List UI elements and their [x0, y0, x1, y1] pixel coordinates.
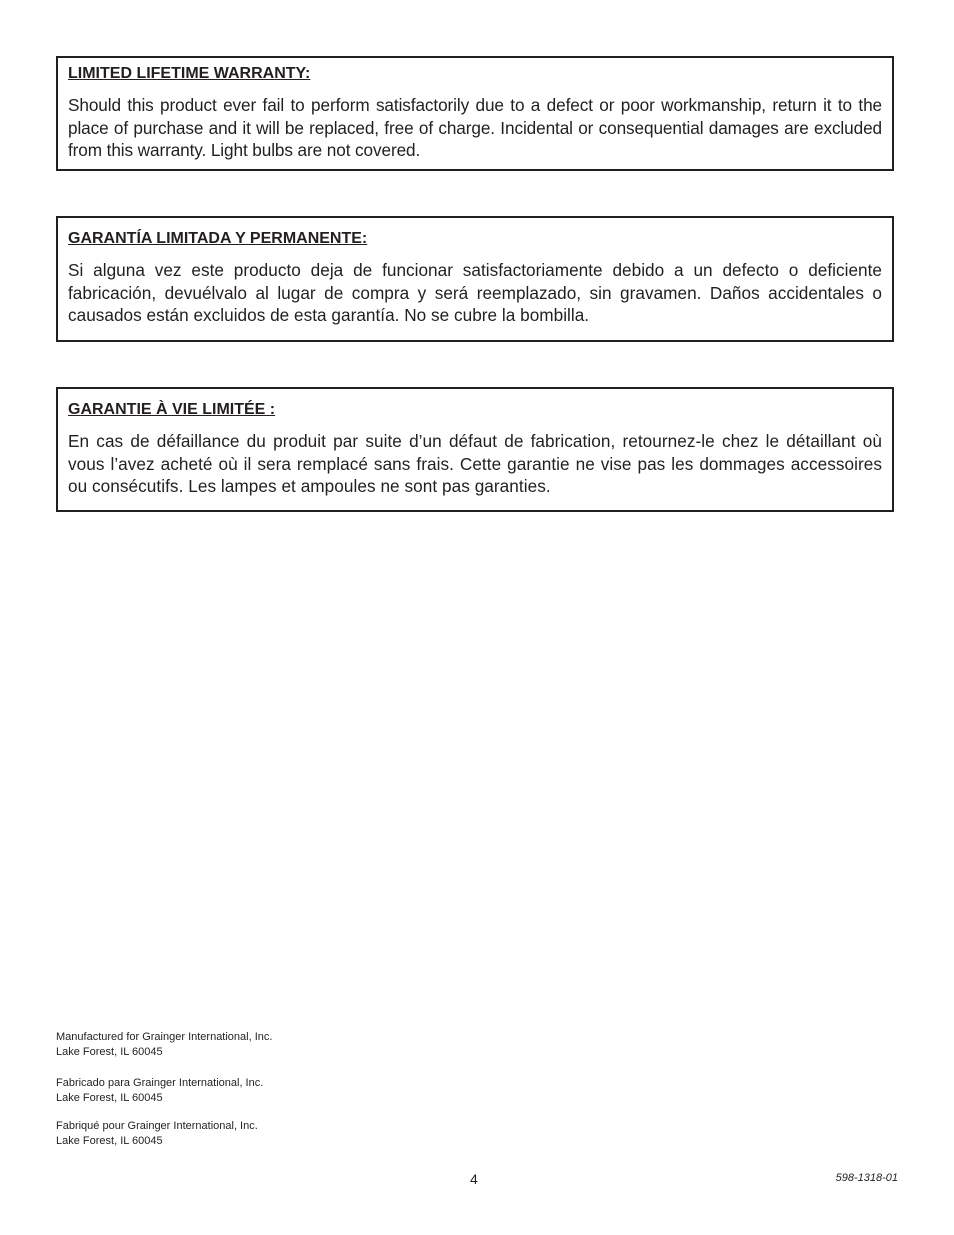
manufacturer-address-spanish: Lake Forest, IL 60045: [56, 1091, 163, 1104]
document-code: 598-1318-01: [835, 1172, 898, 1184]
manufacturer-name-english: Manufactured for Grainger International, Inc.: [56, 1031, 273, 1043]
warranty-heading-spanish: GARANTÍA LIMITADA Y PERMANENTE:: [68, 230, 368, 247]
page-number: 4: [470, 1171, 478, 1187]
warranty-body-spanish: Si alguna vez este producto deja de funcionar satisfactoriamente debido a un defecto o deficiente fabricación, devuélvalo al lugar de compra y será reemplazado, sin gravamen. Daños accidentales o causados están excluidos de esta garantía. No se cubre la bombilla.: [68, 260, 882, 325]
warranty-body-english: Should this product ever fail to perform satisfactorily due to a defect or poor workmanship, return it to the place of purchase and it will be replaced, free of charge. Incidental or consequential damages are excluded from this warranty. Light bulbs are not covered.: [68, 95, 882, 160]
manufacturer-info-spanish: [56, 1076, 263, 1105]
warranty-heading-english: LIMITED LIFETIME WARRANTY:: [68, 65, 311, 82]
manufacturer-name-spanish: Fabricado para Grainger International, Inc.: [56, 1077, 264, 1089]
manufacturer-address-french: Lake Forest, IL 60045: [56, 1134, 163, 1147]
warranty-box-spanish: [56, 216, 894, 342]
manufacturer-address-english: Lake Forest, IL 60045: [56, 1045, 163, 1058]
manufacturer-name-french: Fabriqué pour Grainger International, Inc.: [56, 1120, 258, 1132]
manufacturer-info-english: [56, 1030, 272, 1059]
warranty-box-english: [56, 56, 894, 171]
manufacturer-info-french: [56, 1119, 258, 1148]
warranty-heading-french: GARANTIE À VIE LIMITÉE :: [68, 401, 276, 418]
warranty-box-french: [56, 387, 894, 512]
warranty-body-french: En cas de défaillance du produit par suite d’un défaut de fabrication, retournez-le chez le détaillant où vous l’avez acheté où il sera remplacé sans frais. Cette garantie ne vise pas les dommages accessoires ou consécutifs. Les lampes et ampoules ne sont pas garanties.: [68, 431, 882, 496]
